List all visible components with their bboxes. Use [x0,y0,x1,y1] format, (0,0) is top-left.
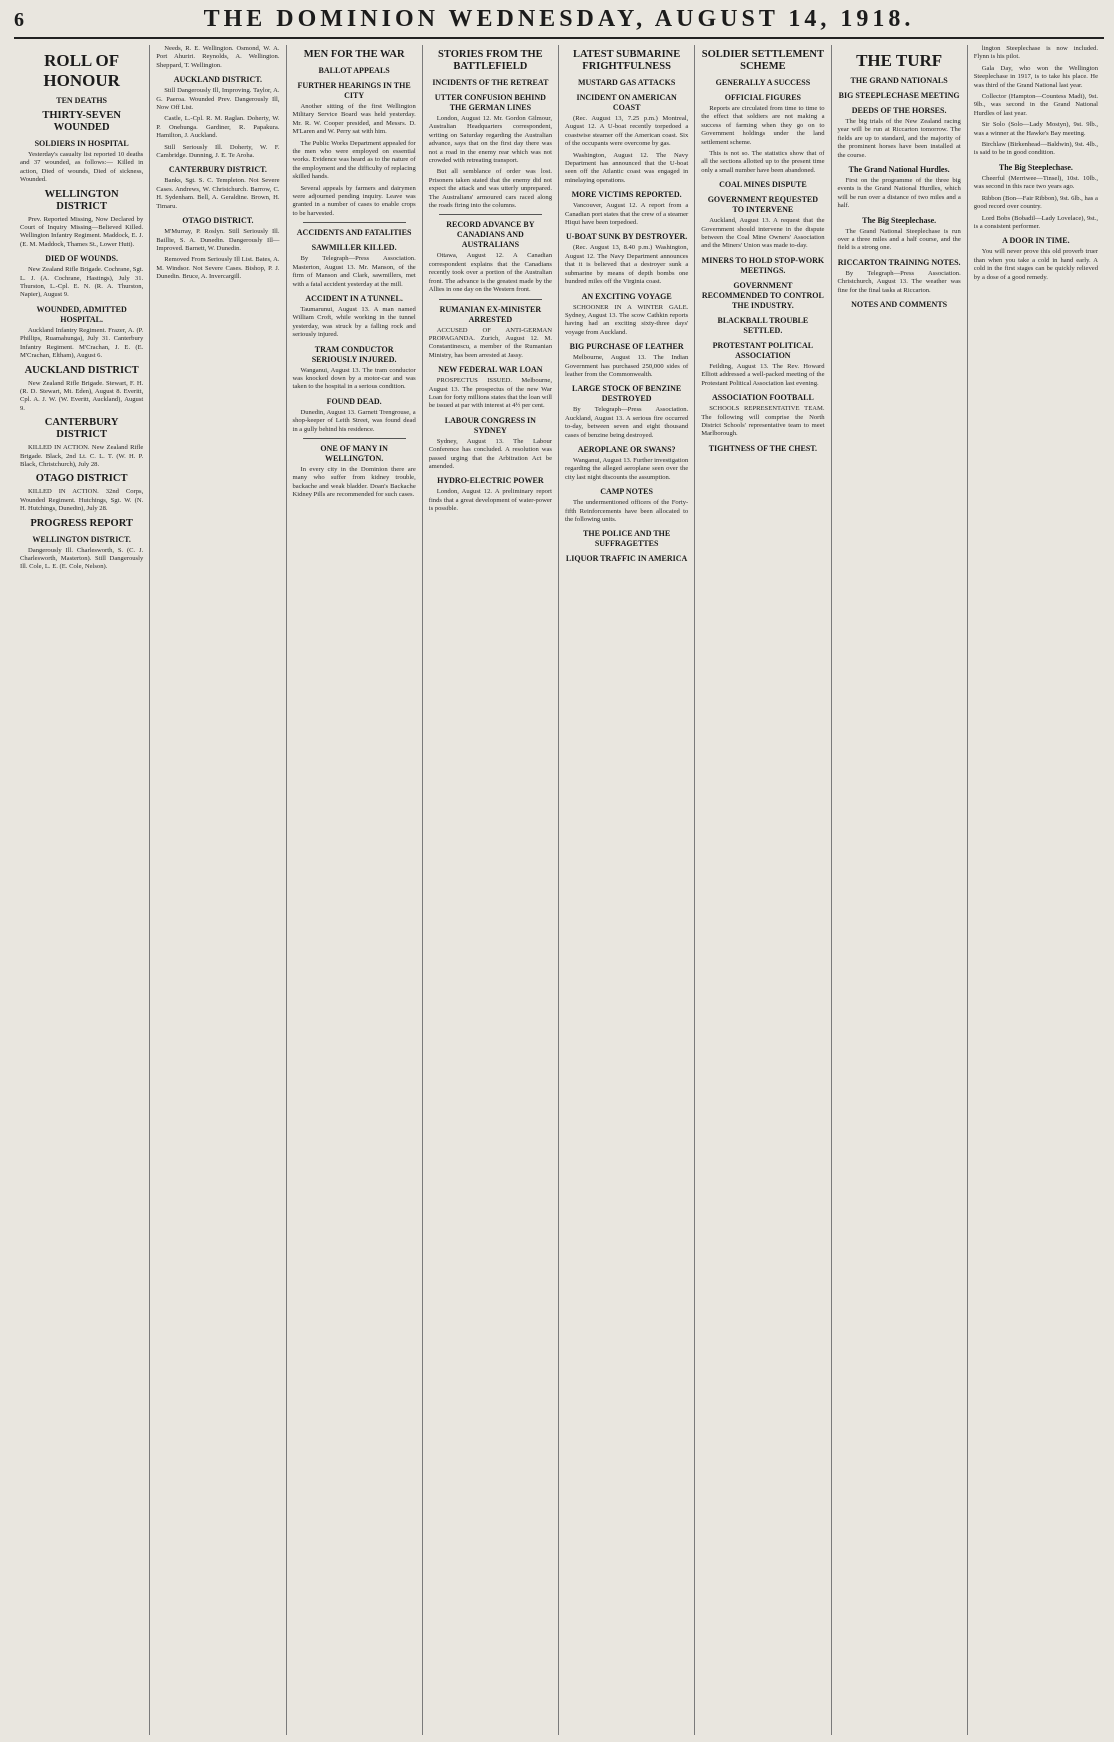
article-paragraph: Gala Day, who won the Wellington Steeplechase in 1917, is to take his place. He was third of the Grand National last year. [973,64,1098,89]
article-paragraph: London, August 12. A preliminary report finds that a great development of water-power is possible. [428,488,552,513]
article-paragraph: Melbourne, August 13. The Indian Government has purchased 250,000 sides of leather from the Commonwealth. [565,354,689,378]
article-paragraph: New Zealand Rifle Brigade. Stewart, F. H. (R. D. Stewart, Mt. Eden), August 8. Everitt, Cpl. A. J. W. (W. Everitt, Auckland), August 9. [20,379,144,412]
headline: BIG PURCHASE OF LEATHER [569,342,684,352]
headline: DEEDS OF THE HORSES. [851,106,947,115]
headline: GENERALLY A SUCCESS [715,78,811,87]
article-paragraph: The Public Works Department appealed for the men who were employed on essential works. Evidence was heard as to the nature of the employment and the difficulty of replacing skilled hands. [292,139,416,181]
masthead [14,6,1104,39]
headline: THE POLICE AND THE SUFFRAGETTES [583,529,671,549]
headline: LARGE STOCK OF BENZINE DESTROYED [572,384,682,404]
headline: TIGHTNESS OF THE CHEST. [708,443,818,453]
headline: LIQUOR TRAFFIC IN AMERICA [565,554,688,564]
headline: UTTER CONFUSION BEHIND THE GERMAN LINES [434,93,546,112]
column-4 [423,45,559,1735]
column-3 [287,45,423,1735]
masthead-title: THE DOMINION WEDNESDAY, AUGUST 14, 1918. [203,6,915,32]
headline: The Big Steeplechase. [998,162,1073,172]
headline: NEW FEDERAL WAR LOAN [438,365,543,375]
headline: OFFICIAL FIGURES [724,93,801,102]
headline: WELLINGTON DISTRICT. [32,534,131,544]
article-paragraph: By Telegraph—Press Association. Masterton, August 13. Mr. Manson, of the firm of Manson and Clark, sawmillers, met with a fatal accident yesterday at the mill. [292,255,416,288]
article-paragraph: M'Murray, P. Roslyn. Still Seriously Ill. Baillie, S. A. Dunedin. Dangerously Ill—Improved. Barnett, W. Dunedin. [156,228,280,252]
headline: AN EXCITING VOYAGE [581,291,672,301]
column-8 [968,45,1104,1735]
headline: LATEST SUBMARINE FRIGHTFULNESS [572,49,681,72]
article-paragraph: Wanganui, August 13. The tram conductor was knocked down by a motor-car and was taken to the hospital in a serious condition. [292,366,416,391]
column-rule [303,222,406,223]
headline: BIG STEEPLECHASE MEETING [838,91,960,100]
headline: STORIES FROM THE BATTLEFIELD [438,49,543,72]
headline: CANTERBURY DISTRICT. [168,165,267,175]
headline: LABOUR CONGRESS IN SYDNEY [444,415,536,435]
column-rule [439,299,542,300]
headline: AEROPLANE OR SWANS? [577,444,676,454]
article-paragraph: Washington, August 12. The Navy Department has announced that the U-boat seen off the Atlantic coast was engaged in minelaying operations. [565,151,689,184]
column-2 [150,45,286,1735]
article-paragraph: Sir Solo (Solo—Lady Mostyn), 9st. 9lb., was a winner at the Hawke's Bay meeting. [973,121,1098,137]
article-paragraph: In every city in the Dominion there are many who suffer from kidney trouble, backache and weak bladder. Doan's Backache Kidney Pills are recommended for such cases. [292,465,416,499]
headline: CAMP NOTES [600,487,653,497]
column-7 [832,45,968,1735]
headline: MEN FOR THE WAR [303,49,405,60]
headline: ACCIDENT IN A TUNNEL. [305,293,403,303]
article-paragraph: Sydney, August 13. The Labour Conference has concluded. A resolution was passed urging that the Arbitration Act be amended. [428,437,552,470]
headline: WOUNDED, ADMITTED HOSPITAL. [36,304,127,324]
headline: MORE VICTIMS REPORTED. [571,190,682,200]
headline: AUCKLAND DISTRICT [24,364,139,376]
column-5 [559,45,695,1735]
headline: OTAGO DISTRICT [35,473,128,485]
article-paragraph: ACCUSED OF ANTI-GERMAN PROPAGANDA. Zurich, August 12. M. Constantinescu, a member of the Rumanian Ministry, has been arrested at Jassy. [428,326,552,359]
column-rule [303,438,406,439]
article-paragraph: Reports are circulated from time to time to the effect that soldiers are not making a success of farming when they go on to Government holdings under the land settlement scheme. [701,105,825,146]
article-paragraph: This is not so. The statistics show that of all the sections allotted up to the present time only a small number have been abandoned. [701,150,825,174]
article-paragraph: Wanganui, August 13. Further investigation regarding the alleged aeroplane seen over the city last night discounts the assumption. [565,456,689,481]
article-paragraph: First on the programme of the three big events is the Grand National Hurdles, which will be run over a distance of two miles and a half. [837,177,961,210]
article-paragraph: Banks, Sgt. S. C. Templeton. Not Severe Cases. Andrews, W. Christchurch. Barrow, C. H. Sydenham. Bell, A. Geraldine. Brown, H. Timaru. [156,177,280,210]
article-paragraph: Removed From Seriously Ill List. Bates, A. M. Windsor. Not Severe Cases. Bishop, P. J. Dunedin. Bruce, A. Invercargill. [156,256,280,281]
headline: OTAGO DISTRICT. [182,216,254,226]
headline: FURTHER HEARINGS IN THE CITY [297,81,411,100]
headline: BLACKBALL TROUBLE SETTLED. [717,315,809,335]
headline: HYDRO-ELECTRIC POWER [437,476,544,486]
headline: U-BOAT SUNK BY DESTROYER. [566,232,688,242]
headline: DIED OF WOUNDS. [45,254,118,264]
headline: TEN DEATHS [56,96,107,105]
article-paragraph: Another sitting of the first Wellington Military Service Board was held yesterday. Mr. R. W. Cooper presided, and Messrs. D. M'Laren and W. Perry sat with him. [292,103,416,136]
headline: AUCKLAND DISTRICT. [173,75,263,85]
columns [14,45,1104,1735]
headline: RUMANIAN EX-MINISTER ARRESTED [439,304,542,324]
headline: FOUND DEAD. [326,396,382,406]
article-paragraph: Vancouver, August 12. A report from a Canadian port states that the crew of a steamer Hiqui have been torpedoed. [565,202,689,227]
article-paragraph: PROSPECTUS ISSUED. Melbourne, August 13. The prospectus of the new War Loan for forty millions states that the loan will be issued at par with interest at 4½ per cent. [428,377,552,410]
article-paragraph: Collector (Hampton—Countess Madi), 9st. 9lb., was second in the Grand National Hurdles of last year. [973,93,1098,117]
article-paragraph: Needs, R. E. Wellington. Osmond, W. A. Port Ahuriri. Reynolds, A. Wellington. Sheppard, T. Wellington. [156,45,280,69]
headline: THE TURF [856,51,943,70]
headline: PROTESTANT POLITICAL ASSOCIATION [712,340,814,360]
headline: THIRTY-SEVEN WOUNDED [42,110,121,133]
headline: INCIDENTS OF THE RETREAT [432,78,549,87]
headline: RICCARTON TRAINING NOTES. [837,257,961,267]
article-paragraph: KILLED IN ACTION. 32nd Corps, Wounded Regiment. Hutchings, Sgt. W. (N. H. Hutchings, Dunedin), July 28. [20,488,144,513]
article-paragraph: lington Steeplechase is now included. Flynn is his pilot. [973,45,1098,61]
article-paragraph: SCHOOLS REPRESENTATIVE TEAM. The following will comprise the North District Schools' representative team to meet Marlborough. [701,405,825,438]
headline: MUSTARD GAS ATTACKS [577,78,676,87]
headline: NOTES AND COMMENTS [851,300,948,310]
headline: PROGRESS REPORT [30,517,133,529]
headline: ROLL OF HONOUR [43,51,120,90]
headline: GOVERNMENT REQUESTED TO INTERVENE [707,195,819,215]
headline: ACCIDENTS AND FATALITIES [296,228,412,238]
headline: MINERS TO HOLD STOP-WORK MEETINGS. [701,255,825,275]
headline: ASSOCIATION FOOTBALL [711,393,814,403]
column-1 [14,45,150,1735]
article-paragraph: Still Seriously Ill. Doherty, W. F. Cambridge. Dunning, J. E. Te Aroha. [156,143,280,160]
headline: WELLINGTON DISTRICT [44,188,119,212]
headline: SOLDIER SETTLEMENT SCHEME [701,49,824,72]
article-paragraph: The big trials of the New Zealand racing year will be run at Riccarton tomorrow. The fields are up to standard, and the majority of the prominent horses have been installed at the course. [837,118,961,159]
article-paragraph: (Rec. August 13, 7.25 p.m.) Montreal, August 12. A U-boat recently torpedoed a coastwise steamer off the American coast. Six of the occupants were overcome by gas. [565,115,689,148]
headline: GOVERNMENT RECOMMENDED TO CONTROL THE INDUSTRY. [701,280,824,310]
article-paragraph: New Zealand Rifle Brigade. Cochrane, Sgt. L. J. (A. Cochrane, Hastings), July 31. Thurston, L.-Cpl. E. N. (R. A. Thurston, Napier), August 9. [20,266,144,299]
article-paragraph: The Grand National Steeplechase is run over a three miles and a half course, and the field is a strong one. [837,227,961,252]
article-paragraph: Auckland, August 13. A request that the Government should intervene in the dispute between the Coal Mine Owners' Association and the Miners' Union was made to-day. [701,217,825,250]
headline: COAL MINES DISPUTE [719,180,807,190]
article-paragraph: Feilding, August 13. The Rev. Howard Elliott addressed a well-packed meeting of the Protestant Political Association last evening. [701,362,825,387]
headline: THE GRAND NATIONALS [850,76,948,85]
article-paragraph: The undermentioned officers of the Forty-fifth Reinforcements have been allocated to the following units. [565,499,689,523]
article-paragraph: Auckland Infantry Regiment. Frazer, A. (P. Phillips, Ruamahunga), July 31. Canterbury Infantry Regiment. M'Crachan, J. E. (E. M'Crachan, Eltham), August 6. [20,326,144,360]
headline: The Grand National Hurdles. [848,165,950,175]
headline: SOLDIERS IN HOSPITAL [34,139,129,148]
article-paragraph: Prev. Reported Missing, Now Declared by Court of Inquiry Missing—Believed Killed. Wellington Infantry Regiment. Maddock, E. J. (E. M. Maddock, Thames St., Lower Hutt). [20,215,144,248]
page-number: 6 [14,9,24,31]
headline: RECORD ADVANCE BY CANADIANS AND AUSTRALIANS [446,220,535,250]
headline: BALLOT APPEALS [318,66,390,75]
article-paragraph: But all semblance of order was lost. Prisoners taken stated that the enemy did not expect the attack and was utterly unprepared. The Australians' armoured cars raced along the roads firing into the columns. [428,168,552,210]
headline: ONE OF MANY IN WELLINGTON. [320,443,388,463]
headline: INCIDENT ON AMERICAN COAST [576,93,677,112]
column-rule [439,214,542,215]
headline: A DOOR IN TIME. [1002,236,1070,246]
article-paragraph: Ribbon (Bon—Fair Ribbon), 9st. 6lb., has a good record over country. [973,194,1098,211]
headline: The Big Steeplechase. [862,215,937,225]
article-paragraph: Dunedin, August 13. Garnett Trengrouse, a shop-keeper of Leith Street, was found dead in a gully behind his residence. [292,408,416,433]
article-paragraph: You will never prove this old proverb truer than when you take a cold in hand early. A cold in the first stages can be quickly relieved by a dose of a good remedy. [973,248,1098,281]
article-paragraph: (Rec. August 13, 8.40 p.m.) Washington, August 12. The Navy Department announces that it is believed that a destroyer sunk a submarine by means of depth bombs one hundred miles off the Virginia coast. [565,244,689,286]
article-paragraph: Lord Bobs (Bobadil—Lady Lovelace), 9st., is a consistent performer. [973,214,1098,230]
article-paragraph: Still Dangerously Ill, Improving. Taylor, A. G. Paeroa. Wounded Prev. Dangerously Ill, Now Off List. [156,87,280,112]
article-paragraph: Taumarunui, August 13. A man named William Croft, while working in the tunnel yesterday, was struck by a falling rock and seriously injured. [292,305,416,339]
article-paragraph: Ottawa, August 12. A Canadian correspondent explains that the Canadians recently took over a portion of the Australian front. The advance is the greatest made by the Allies in one day on the Western front. [428,252,552,294]
article-paragraph: Cheerful (Merriwee—Tinsel), 10st. 10lb., was second in this race two years ago. [973,174,1098,191]
article-paragraph: Castle, L.-Cpl. R. M. Raglan. Doherty, W. P. Onehunga. Gardiner, R. Papakura. Hamilton, J. Auckland. [156,115,280,140]
article-paragraph: London, August 12. Mr. Gordon Gilmour, Australian Headquarters correspondent, writing on Saturday regarding the Australian advance, says that on the first day there was not a road in the enemy rear which was not crowded with retreating transport. [428,115,552,165]
article-paragraph: By Telegraph—Press Association. Auckland, August 13. A serious fire occurred to-day, between seven and eight thousand cases of benzine being destroyed. [565,406,689,439]
article-paragraph: KILLED IN ACTION. New Zealand Rifle Brigade. Black, 2nd Lt. C. L. T. (W. H. P. Black, Christchurch), July 28. [20,444,144,468]
article-paragraph: Birchlaw (Birkenhead—Baldwin), 9st. 4lb., is said to be in good condition. [973,141,1098,157]
article-paragraph: SCHOONER IN A WINTER GALE. Sydney, August 13. The scow Cathkin reports having had an exciting sixty-three days' voyage from Auckland. [565,303,689,336]
article-paragraph: By Telegraph—Press Association. Christchurch, August 13. The weather was fine for the final tasks at Riccarton. [837,269,961,294]
article-paragraph: Dangerously Ill. Charlesworth, S. (C. J. Charlesworth, Masterton). Still Dangerously Ill. Cole, L. E. (E. Cole, Nelson). [20,546,144,571]
headline: SAWMILLER KILLED. [311,243,397,253]
article-paragraph: Yesterday's casualty list reported 10 deaths and 37 wounded, as follows:— Killed in action, Died of wounds, Died of sickness, Wounded. [20,151,144,184]
headline: CANTERBURY DISTRICT [44,417,119,441]
article-paragraph: Several appeals by farmers and dairymen were adjourned pending inquiry. Leave was granted in a number of cases to enable crops to be harvested. [292,184,416,217]
column-6 [695,45,831,1735]
headline: TRAM CONDUCTOR SERIOUSLY INJURED. [311,344,397,364]
